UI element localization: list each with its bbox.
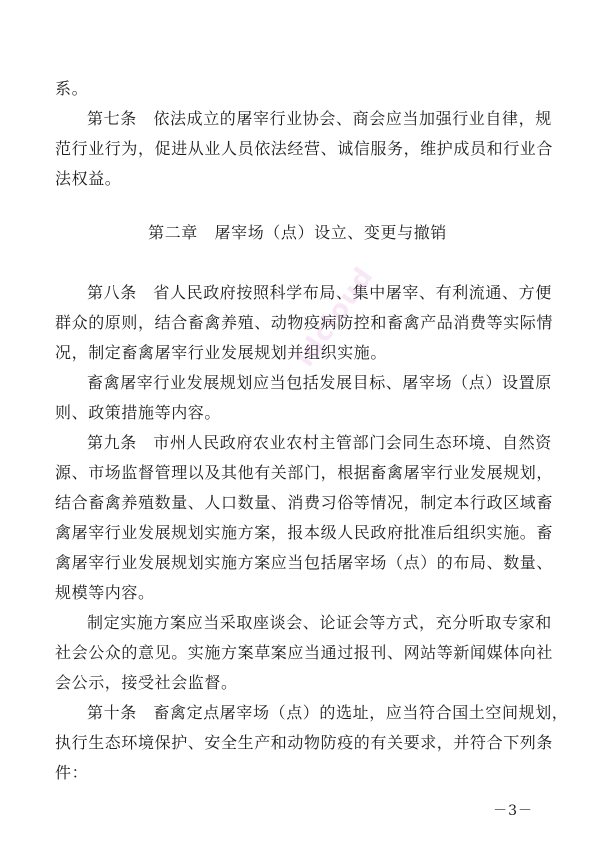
article-9-line: 第九条 市州人民政府农业农村主管部门会同生态环境、自然资: [87, 433, 552, 452]
chapter-heading: 第二章 屠宰场（点）设立、变更与撤销: [148, 223, 447, 242]
text-line: 禽屠宰行业发展规划实施方案，报本级人民政府批准后组织实施。畜: [55, 523, 554, 542]
text-line: 则、政策措施等内容。: [55, 403, 222, 422]
text-line: 系。: [55, 79, 89, 98]
text-line: 社会公众的意见。实施方案草案应当通过报刊、网站等新闻媒体向社: [55, 643, 554, 662]
paragraph-line: 制定实施方案应当采取座谈会、论证会等方式，充分听取专家和: [87, 613, 552, 632]
text-line: 况，制定畜禽屠宰行业发展规划并组织实施。: [55, 343, 388, 362]
paragraph-line: 畜禽屠宰行业发展规划应当包括发展目标、屠宰场（点）设置原: [87, 373, 552, 392]
text-line: 范行业行为，促进从业人员依法经营、诚信服务，维护成员和行业合: [55, 139, 554, 158]
text-line: 会公示，接受社会监督。: [55, 673, 238, 692]
text-line: 源、市场监督管理以及其他有关部门，根据畜禽屠宰行业发展规划，: [55, 463, 554, 482]
text-line: 规模等内容。: [55, 583, 155, 602]
page-number: －3－: [493, 803, 533, 819]
text-line: 执行生态环境保护、安全生产和动物防疫的有关要求，并符合下列条: [55, 733, 554, 752]
watermark-logo: ldcloud: [290, 261, 380, 373]
text-line: 禽屠宰行业发展规划实施方案应当包括屠宰场（点）的布局、数量、: [55, 553, 554, 572]
text-line: 法权益。: [55, 169, 122, 188]
text-line: 群众的原则，结合畜禽养殖、动物疫病防控和畜禽产品消费等实际情: [55, 313, 554, 332]
text-line: 结合畜禽养殖数量、人口数量、消费习俗等情况，制定本行政区域畜: [55, 493, 554, 512]
text-line: 件：: [55, 763, 89, 782]
article-7-line: 第七条 依法成立的屠宰行业协会、商会应当加强行业自律，规: [87, 109, 552, 128]
article-10-line: 第十条 畜禽定点屠宰场（点）的选址，应当符合国土空间规划，: [87, 703, 569, 722]
article-8-line: 第八条 省人民政府按照科学布局、集中屠宰、有利流通、方便: [87, 283, 552, 302]
